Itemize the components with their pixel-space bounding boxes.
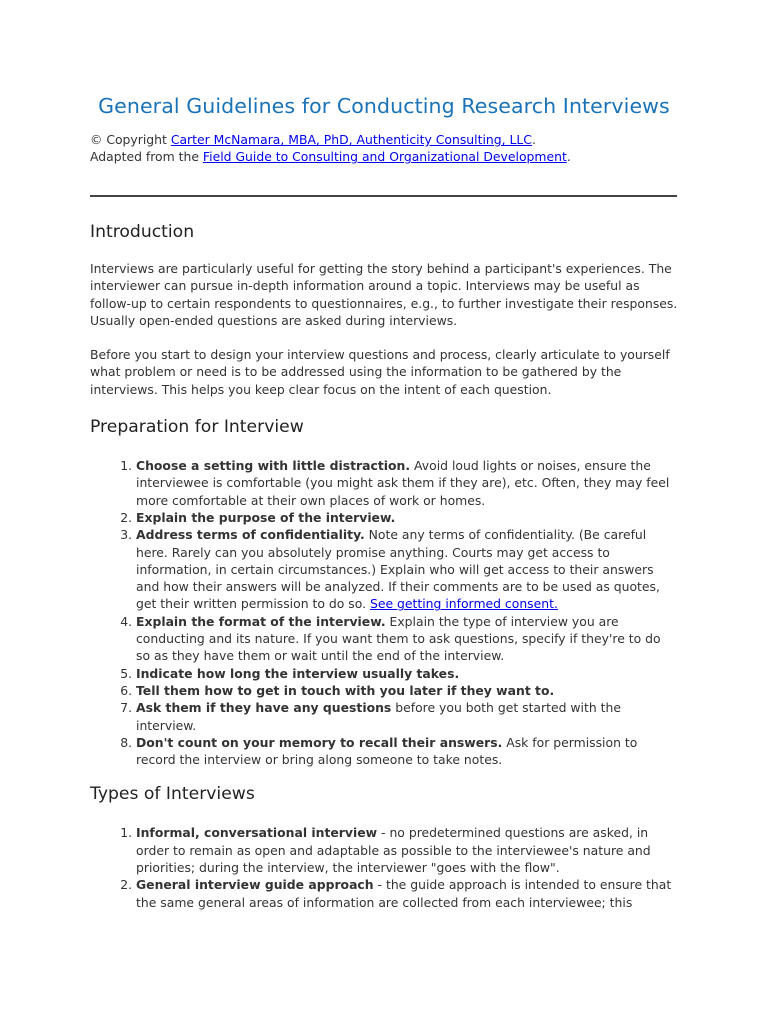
item-lead: Address terms of confidentiality. [136, 527, 365, 543]
preparation-list [90, 457, 678, 768]
types-list [90, 824, 678, 910]
adapted-suffix: . [566, 149, 571, 164]
introduction-paragraph-2: Before you start to design your interview questions and process, clearly articulate to yourself what problem or need is to be addressed using the information to be gathered by the interviews. This helps you keep clear focus on the intent of each question. [90, 347, 670, 397]
list-item [136, 665, 678, 682]
list-item [136, 876, 678, 911]
list-item [136, 682, 678, 699]
page-title: General Guidelines for Conducting Research Interviews [98, 94, 670, 118]
item-lead: Choose a setting with little distraction. [136, 458, 411, 474]
types-heading: Types of Interviews [90, 784, 255, 805]
item-text: Note any terms of confidentiality. (Be careful here. Rarely can you absolutely promise anything. Courts may get access to information, in certain circumstances.) Explain who will get access to their answers and how their answers will be analyzed. If their comments are to be used as quotes, get their written permission to do so. [136, 527, 660, 612]
copyright-prefix: © Copyright [90, 132, 171, 147]
informed-consent-link[interactable]: See getting informed consent. [369, 596, 558, 612]
item-lead: Informal, conversational interview [136, 825, 378, 841]
list-item [136, 613, 678, 665]
list-item [136, 824, 678, 876]
item-lead: Don't count on your memory to recall their answers. [136, 734, 503, 750]
item-lead: Explain the purpose of the interview. [136, 509, 396, 525]
adapted-prefix: Adapted from the [90, 149, 203, 164]
list-item [136, 457, 678, 509]
introduction-paragraph-1: Interviews are particularly useful for getting the story behind a participant's experiences. The interviewer can pursue in-depth information around a topic. Interviews may be useful as follow-up to certain respondents to questionnaires, e.g., to further investigate their responses. Usually open-ended questions are asked during interviews. [90, 261, 678, 328]
item-lead: General interview guide approach [136, 877, 374, 893]
copyright-suffix: . [531, 132, 536, 147]
adapted-line [90, 148, 678, 165]
author-link[interactable]: Carter McNamara, MBA, PhD, Authenticity Consulting, LLC [170, 132, 532, 147]
item-text: Explain the type of interview you are conducting and its nature. If you want them to ask questions, specify if they're to do so as they have them or wait until the end of the interview. [136, 613, 661, 664]
item-text: - the guide approach is intended to ensure that the same general areas of information are collected from each interviewee; this [136, 877, 672, 910]
item-text: Avoid loud lights or noises, ensure the interviewee is comfortable (you might ask them if they are), etc. Often, they may feel more comfortable at their own places of work or homes. [136, 458, 670, 508]
list-item [136, 509, 678, 526]
list-item [136, 734, 678, 769]
list-item [136, 526, 678, 612]
item-lead: Ask them if they have any questions [136, 700, 392, 716]
attribution [90, 131, 678, 165]
item-lead: Indicate how long the interview usually takes. [136, 665, 460, 681]
field-guide-link[interactable]: Field Guide to Consulting and Organizational Development [202, 149, 567, 164]
item-text: Ask for permission to record the interview or bring along someone to take notes. [136, 734, 638, 768]
item-lead: Explain the format of the interview. [136, 613, 386, 629]
preparation-heading: Preparation for Interview [90, 417, 304, 438]
item-text: before you both get started with the interview. [136, 700, 621, 733]
copyright-line [90, 131, 678, 148]
item-lead: Tell them how to get in touch with you later if they want to. [136, 682, 555, 698]
item-text: - no predetermined questions are asked, in order to remain as open and adaptable as possible to the interviewee's nature and priorities; during the interview, the interviewer "goes with the flow". [136, 825, 651, 876]
introduction-heading: Introduction [90, 222, 195, 242]
horizontal-divider [90, 195, 677, 197]
list-item [136, 699, 678, 734]
